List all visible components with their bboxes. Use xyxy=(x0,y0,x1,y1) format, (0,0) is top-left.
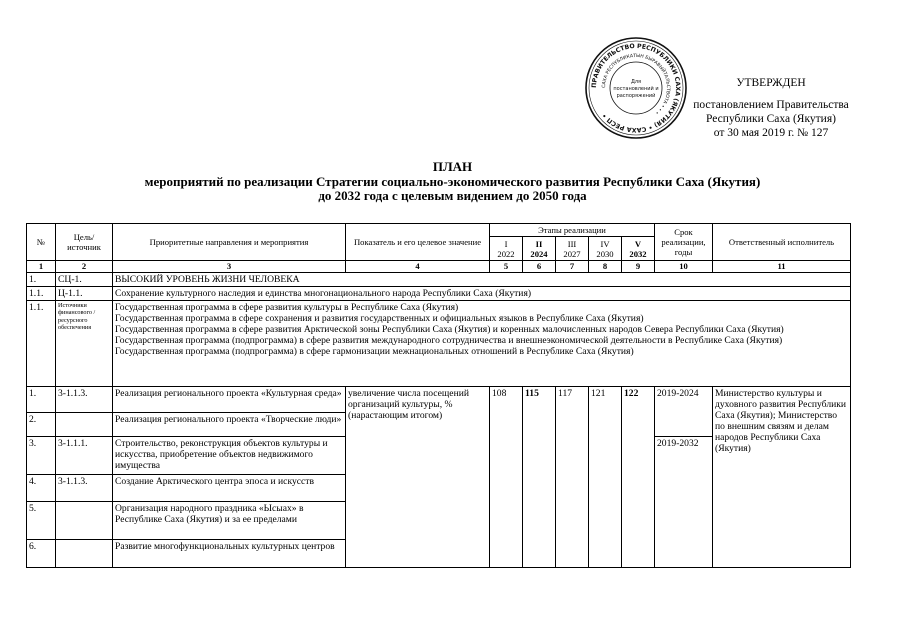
col-number: 7 xyxy=(556,261,589,273)
term-period: 2019-2032 xyxy=(655,437,713,568)
stage-1-year: 2022 xyxy=(497,248,515,259)
svg-text:Для: Для xyxy=(630,79,642,85)
col-number: 9 xyxy=(622,261,655,273)
table-row xyxy=(27,273,851,287)
goal-title: Сохранение культурного наследия и единства многонационального народа Республики Саха (Якутия) xyxy=(113,287,851,301)
row-goal: 3-1.1.3. xyxy=(56,387,113,413)
row-goal xyxy=(56,413,113,437)
row-goal xyxy=(56,540,113,568)
col-number: 8 xyxy=(589,261,622,273)
title-plan: ПЛАН xyxy=(432,159,473,174)
col-number: 4 xyxy=(346,261,490,273)
stage-4-numeral: IV xyxy=(600,238,610,249)
approval-date: от 30 мая 2019 г. № 127 xyxy=(713,127,829,139)
col-number: 2 xyxy=(56,261,113,273)
measure-text: Развитие многофункциональных культурных центров xyxy=(113,540,346,568)
measure-text: Реализация регионального проекта «Культурная среда» xyxy=(113,387,346,413)
funding-programs xyxy=(113,301,851,387)
row-no: 4. xyxy=(27,475,56,502)
plan-table xyxy=(26,223,851,568)
row-goal: 3-1.1.1. xyxy=(56,437,113,475)
title-subject: мероприятий по реализации Стратегии социально-экономического развития Республики Саха (Якутия) xyxy=(144,173,761,189)
title-horizon: до 2032 года с целевым видением до 2050 года xyxy=(318,188,587,203)
approval-decree: постановлением Правительства xyxy=(693,99,849,111)
funding-sources-label: Источники финансового /ресурсного обеспечения xyxy=(56,301,113,387)
term-period: 2019-2024 xyxy=(655,387,713,437)
header-term: Срок реализации, годы xyxy=(655,224,713,261)
row-no: 6. xyxy=(27,540,56,568)
measure-text: Организация народного праздника «Ысыах» в Республике Саха (Якутия) и за ее пределами xyxy=(113,502,346,540)
svg-text:САХА РЕСПУБЛИКАТЫН БЫРАВЫЙТАЛЬ: САХА РЕСПУБЛИКАТЫН БЫРАВЫЙТАЛЬСТВОТА • • • xyxy=(601,53,671,115)
measure-text: Реализация регионального проекта «Творческие люди» xyxy=(113,413,346,437)
row-no: 3. xyxy=(27,437,56,475)
table-row xyxy=(27,387,851,413)
row-no: 5. xyxy=(27,502,56,540)
stage-2-year: 2024 xyxy=(530,248,548,259)
approval-republic: Республики Саха (Якутия) xyxy=(706,113,836,125)
header-stage-3 xyxy=(556,237,589,261)
measure-text: Строительство, реконструкция объектов культуры и искусства, приобретение объектов недвижимого имущества xyxy=(113,437,346,475)
stage-1-value: 108 xyxy=(490,387,523,568)
program-item: Государственная программа в сфере развития культуры в Республике Саха (Якутия) xyxy=(115,302,459,313)
row-no: 1. xyxy=(27,273,56,287)
col-number: 1 xyxy=(27,261,56,273)
header-stage-1 xyxy=(490,237,523,261)
program-item: Государственная программа в сфере развития Арктической зоны Республики Саха (Якутия) и коренных малочисленных народов Севера Республики Саха (Якутия) xyxy=(115,324,784,335)
executor-text: Министерство культуры и духовного развития Республики Саха (Якутия); Министерство по внешним связям и делам народов Республики Саха (Якутия) xyxy=(713,387,851,568)
header-executor: Ответственный исполнитель xyxy=(713,224,851,261)
table-row xyxy=(27,301,851,387)
header-no: № xyxy=(27,224,56,261)
header-stage-5 xyxy=(622,237,655,261)
approval-status: УТВЕРЖДЕН xyxy=(736,77,806,89)
row-no: 1.1. xyxy=(27,287,56,301)
row-goal xyxy=(56,502,113,540)
stage-2-numeral: II xyxy=(535,238,543,249)
indicator-text: увеличение числа посещений организаций культуры, % (нарастающим итогом) xyxy=(346,387,490,568)
section-title: ВЫСОКИЙ УРОВЕНЬ ЖИЗНИ ЧЕЛОВЕКА xyxy=(113,273,851,287)
stage-3-year: 2027 xyxy=(563,248,581,259)
stage-4-year: 2030 xyxy=(596,248,614,259)
stage-2-value: 115 xyxy=(523,387,556,568)
header-goal: Цель/ источник xyxy=(56,224,113,261)
stage-5-value: 122 xyxy=(622,387,655,568)
row-goal: Ц-1.1. xyxy=(56,287,113,301)
table-row xyxy=(27,287,851,301)
col-number: 6 xyxy=(523,261,556,273)
measure-text: Создание Арктического центра эпоса и искусств xyxy=(113,475,346,502)
row-goal: 3-1.1.3. xyxy=(56,475,113,502)
row-no: 2. xyxy=(27,413,56,437)
stage-3-value: 117 xyxy=(556,387,589,568)
program-item: Государственная программа (подпрограмма) в сфере развития международного сотрудничества и внешнеэкономической деятельности в Республике Саха (Якутия) xyxy=(115,335,783,346)
col-number: 10 xyxy=(655,261,713,273)
header-stage-2 xyxy=(523,237,556,261)
approval-block xyxy=(660,76,882,140)
header-stage-4 xyxy=(589,237,622,261)
col-number: 11 xyxy=(713,261,851,273)
stage-5-numeral: V xyxy=(634,238,642,249)
stage-1-numeral: I xyxy=(504,238,508,249)
svg-text:распоряжений: распоряжений xyxy=(616,93,656,99)
row-no: 1. xyxy=(27,387,56,413)
stage-3-numeral: III xyxy=(567,238,577,249)
col-number: 3 xyxy=(113,261,346,273)
program-item: Государственная программа (подпрограмма) в сфере гармонизации межнациональных отношений в Республике Саха (Якутия) xyxy=(115,346,634,357)
document-title xyxy=(0,160,905,204)
header-stages: Этапы реализации xyxy=(490,224,655,237)
svg-text:ПРАВИТЕЛЬСТВО РЕСПУБЛИКИ САХА: ПРАВИТЕЛЬСТВО РЕСПУБЛИКИ САХА (ЯКУТИЯ) • САХА РЕСП • xyxy=(590,42,682,134)
stage-4-value: 121 xyxy=(589,387,622,568)
program-item: Государственная программа в сфере сохранения и развития государственных и официальных языков в Республике Саха (Якутия) xyxy=(115,313,644,324)
row-goal: СЦ-1. xyxy=(56,273,113,287)
col-number: 5 xyxy=(490,261,523,273)
header-directions: Приоритетные направления и мероприятия xyxy=(113,224,346,261)
row-no: 1.1. xyxy=(27,301,56,387)
stage-5-year: 2032 xyxy=(629,248,647,259)
svg-text:постановлений и: постановлений и xyxy=(613,86,659,92)
header-indicator: Показатель и его целевое значение xyxy=(346,224,490,261)
